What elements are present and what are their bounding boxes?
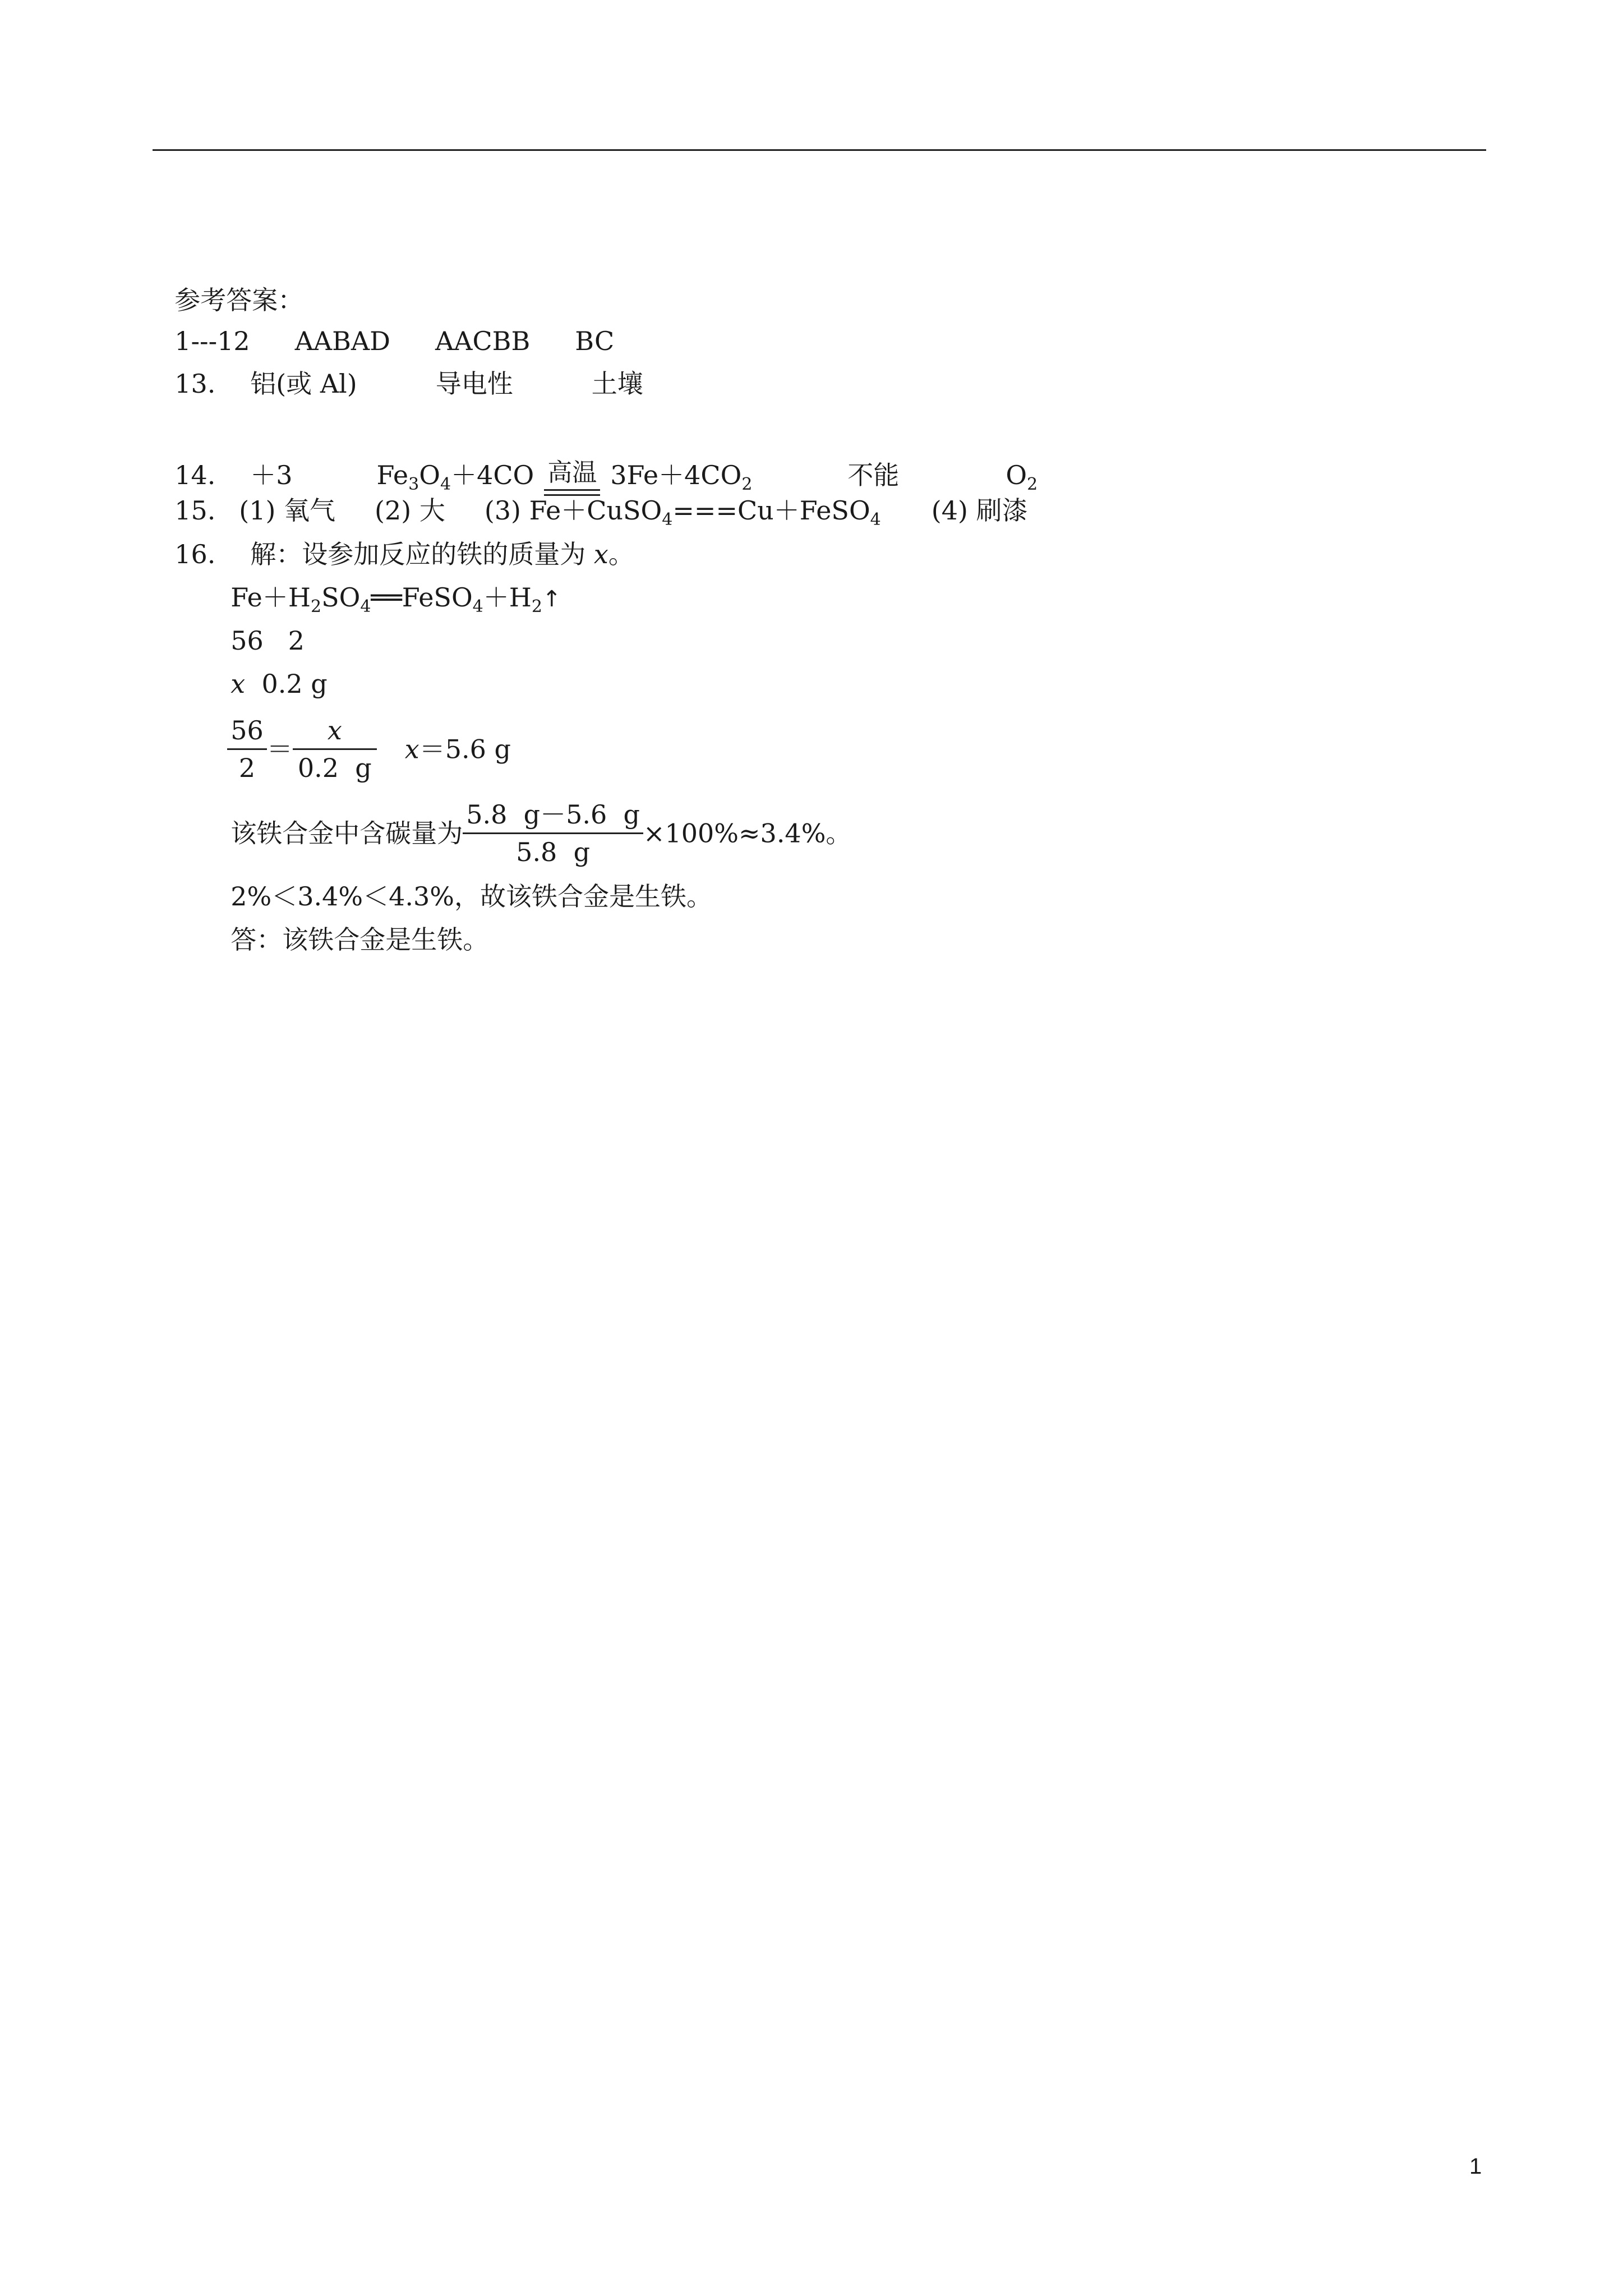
eq-subscript: 4	[440, 475, 451, 494]
condition-label: 高温	[547, 458, 597, 487]
result: ＝5.6 g	[419, 734, 511, 765]
answer-part: 导电性	[435, 369, 513, 399]
answer-part: 土壤	[591, 369, 643, 399]
denominator: 5.8 g	[516, 837, 591, 867]
eq-text: ===Cu＋FeSO	[672, 495, 870, 526]
eq-text: (3) Fe＋CuSO	[484, 495, 662, 526]
eq-text: Fe	[376, 460, 409, 490]
page-number: 1	[1469, 2154, 1482, 2179]
eq-subscript: 2	[741, 475, 753, 494]
eq-subscript: 4	[870, 510, 881, 530]
carbon-text: 该铁合金中含碳量为	[230, 818, 463, 849]
answer-part: 不能	[847, 460, 900, 490]
answer-part: 铝(或 Al)	[250, 369, 357, 399]
final-answer	[214, 889, 488, 956]
variable: x	[230, 669, 246, 699]
eq-subscript: 4	[472, 597, 483, 616]
equation-right: 3Fe＋4CO	[610, 460, 742, 490]
answer-text: 答：该铁合金是生铁。	[230, 924, 489, 955]
eq-subscript: 2	[311, 597, 322, 616]
denominator: 0.2 g	[297, 753, 372, 783]
answer-part: (1) 氧气	[239, 495, 336, 526]
comparison-text: 2%＜3.4%＜4.3%，故该铁合金是生铁。	[230, 881, 712, 912]
answer-part: (4) 刷漆	[931, 495, 1028, 526]
ratio-text: 0.2 g	[245, 669, 328, 699]
numerator: x	[327, 715, 342, 746]
eq-text: Fe＋H	[230, 582, 311, 613]
eq-text: SO	[321, 582, 361, 613]
answer-number: 1---12	[174, 326, 250, 356]
eq-subscript: 4	[662, 510, 673, 530]
answer-part: (2) 大	[375, 495, 445, 526]
answer-group: BC	[575, 326, 615, 356]
header-rule	[153, 149, 1486, 151]
answer-group: AABAD	[294, 326, 391, 356]
eq-subscript: 4	[360, 597, 371, 616]
punctuation: 。	[608, 539, 634, 569]
eq-subscript: 3	[408, 475, 419, 494]
solution-intro: 解：设参加反应的铁的质量为	[250, 539, 594, 569]
numerator: 56	[230, 715, 264, 746]
title-text: 参考答案：	[174, 285, 304, 315]
equals-sign: ＝	[266, 734, 293, 765]
answer-number: 14.	[174, 460, 216, 490]
eq-text: ══FeSO	[371, 582, 473, 613]
variable: x	[593, 539, 608, 569]
variable: x	[404, 734, 419, 765]
carbon-text: ×100%≈3.4%。	[643, 818, 852, 849]
answer-number: 13.	[174, 369, 216, 399]
ratio-text: 56 2	[230, 625, 305, 656]
eq-text: ＋H	[483, 582, 532, 613]
answer-group: AACBB	[435, 326, 531, 356]
answer-number: 15.	[174, 495, 216, 526]
gas-arrow-icon: ↑	[542, 586, 561, 612]
answer-part: ＋3	[250, 460, 293, 490]
eq-subscript: 2	[1027, 475, 1038, 494]
numerator: 5.8 g－5.6 g	[466, 799, 640, 830]
eq-subscript: 2	[531, 597, 542, 616]
answer-part: O	[1006, 460, 1027, 490]
eq-text: O	[419, 460, 440, 490]
eq-text: ＋4CO	[451, 460, 534, 490]
denominator: 2	[238, 753, 256, 783]
answer-number: 16.	[174, 539, 216, 569]
